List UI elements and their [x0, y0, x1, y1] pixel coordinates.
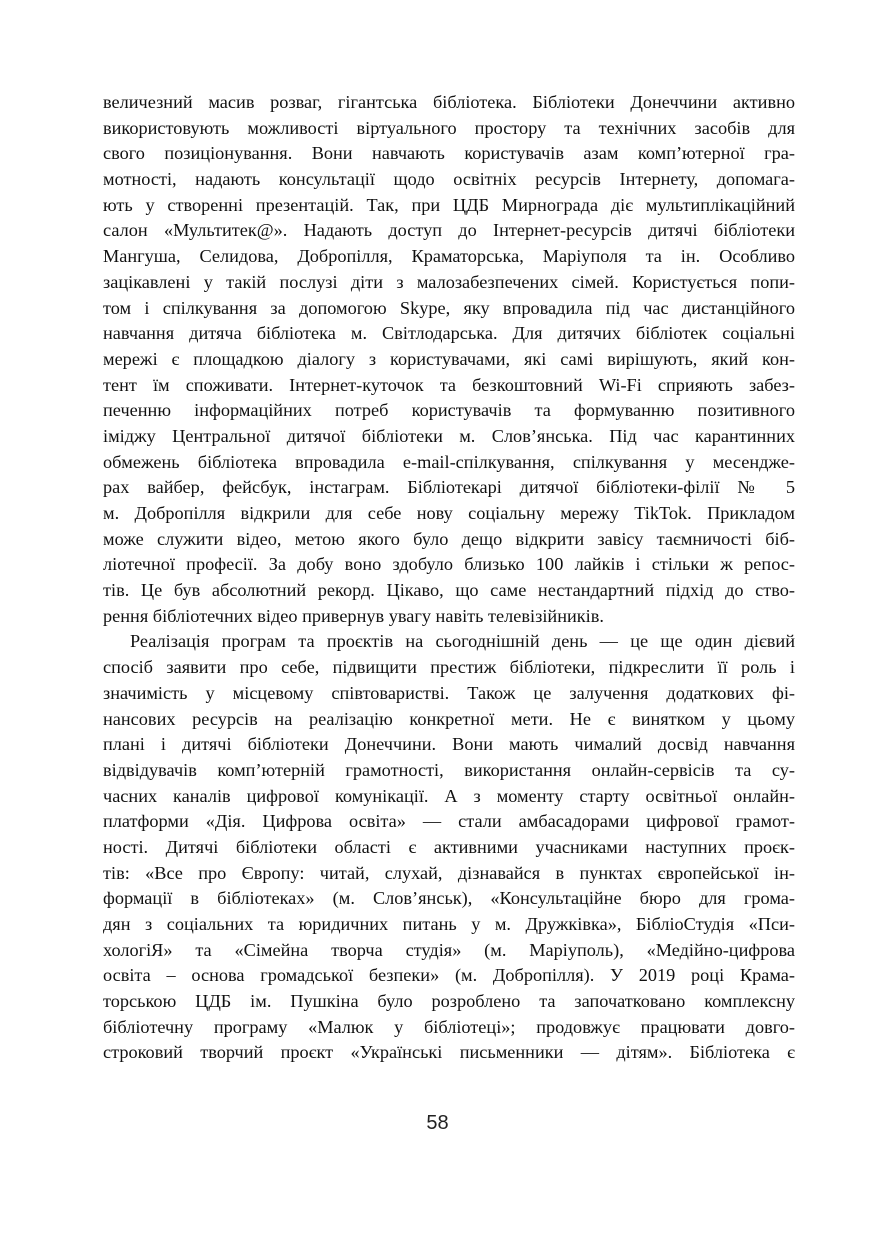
text-line: салон «Мультитек@». Надають доступ до Інтернет-ресурсів дитячі бібліотеки: [103, 220, 795, 241]
paragraph-1: [103, 90, 795, 629]
text-line: іміджу Центральної дитячої бібліотеки м. Слов’янська. Під час карантинних: [103, 425, 795, 446]
text-line: тів. Це був абсолютний рекорд. Цікаво, що саме нестандартний підхід до ство-: [103, 580, 795, 601]
text-line: формації в бібліотеках» (м. Слов’янськ), «Консультаційне бюро для грома-: [103, 888, 795, 909]
text-line: ліотечної професії. За добу воно здобуло близько 100 лайків і стільки ж репос-: [103, 554, 795, 575]
text-line: Мангуша, Селидова, Добропілля, Краматорська, Маріуполя та ін. Особливо: [103, 246, 795, 267]
text-line: мережі є площадкою діалогу з користувачами, які самі вирішують, який кон-: [103, 348, 795, 369]
text-line: бібліотечну програму «Малюк у бібліотеці»; продовжує працювати довго-: [103, 1016, 795, 1037]
text-line: м. Добропілля відкрили для себе нову соціальну мережу TikTok. Прикладом: [103, 503, 795, 523]
text-line: свого позиціонування. Вони навчають користувачів азам комп’ютерної гра-: [103, 143, 795, 164]
text-line: Реалізація програм та проєктів на сьогоднішній день — це ще один дієвий: [130, 631, 795, 652]
text-line: дян з соціальних та юридичних питань у м. Дружківка», БібліоСтудія «Пси-: [103, 914, 795, 934]
paragraph-2: [103, 629, 795, 1066]
text-line: спосіб заявити про себе, підвищити престиж бібліотеки, підкреслити її роль і: [103, 657, 795, 678]
text-line: тів: «Все про Європу: читай, слухай, дізнавайся в пунктах європейської ін-: [103, 862, 795, 883]
text-line: мотності, надають консультації щодо освітніх ресурсів Інтернету, допомага-: [103, 169, 795, 190]
text-line: нансових ресурсів на реалізацію конкретної мети. Не є винятком у цьому: [103, 708, 795, 729]
text-line: печенню інформаційних потреб користувачів та формуванню позитивного: [103, 400, 795, 421]
text-line: хологіЯ» та «Сімейна творча студія» (м. Маріуполь), «Медійно-цифрова: [103, 939, 795, 960]
text-line: ють у створенні презентацій. Так, при ЦДБ Мирнограда діє мультиплікаційний: [103, 194, 795, 215]
text-line: рах вайбер, фейсбук, інстаграм. Бібліотекарі дитячої бібліотеки-філії № 5: [103, 477, 795, 498]
text-line: тент їм споживати. Інтернет-куточок та безкоштовний Wi-Fi сприяють забез-: [103, 374, 795, 395]
text-line: плані і дитячі бібліотеки Донеччини. Вони мають чималий досвід навчання: [103, 734, 795, 755]
text-line: торською ЦДБ ім. Пушкіна було розроблено та започатковано комплексну: [103, 991, 795, 1012]
text-line: використовують можливості віртуального простору та технічних засобів для: [103, 117, 795, 138]
text-line: може служити відео, метою якого було дещо відкрити завісу таємничості біб-: [103, 528, 795, 549]
text-line: обмежень бібліотека впровадила e-mail-спілкування, спілкування у месендже-: [103, 451, 795, 472]
text-line: значимість у місцевому співтоваристві. Також це залучення додаткових фі-: [103, 682, 795, 703]
text-line: освіта – основа громадської безпеки» (м. Добропілля). У 2019 році Крама-: [103, 965, 795, 986]
text-line: відвідувачів комп’ютерній грамотності, використання онлайн-сервісів та су-: [103, 759, 795, 780]
text-line: навчання дитяча бібліотека м. Світлодарська. Для дитячих бібліотек соціальні: [103, 323, 795, 344]
text-line: строковий творчий проєкт «Українські письменники — дітям». Бібліотека є: [103, 1042, 795, 1063]
text-line: рення бібліотечних відео привернув увагу навіть телевізійників.: [103, 605, 604, 626]
text-line: платформи «Дія. Цифрова освіта» — стали амбасадорами цифрової грамот-: [103, 811, 795, 832]
text-line: ності. Дитячі бібліотеки області є активними учасниками наступних проєк-: [103, 836, 795, 857]
page-number: 58: [426, 1112, 449, 1134]
text-line: часних каналів цифрової комунікації. А з моменту старту освітньої онлайн-: [103, 785, 795, 806]
text-line: том і спілкування за допомогою Skype, яку впровадила під час дистанційного: [103, 297, 795, 318]
page-body: [103, 90, 795, 1066]
text-line: зацікавлені у такій послузі діти з малозабезпечених сімей. Користується попи-: [103, 271, 795, 292]
text-line: величезний масив розваг, гігантська бібліотека. Бібліотеки Донеччини активно: [103, 92, 795, 112]
